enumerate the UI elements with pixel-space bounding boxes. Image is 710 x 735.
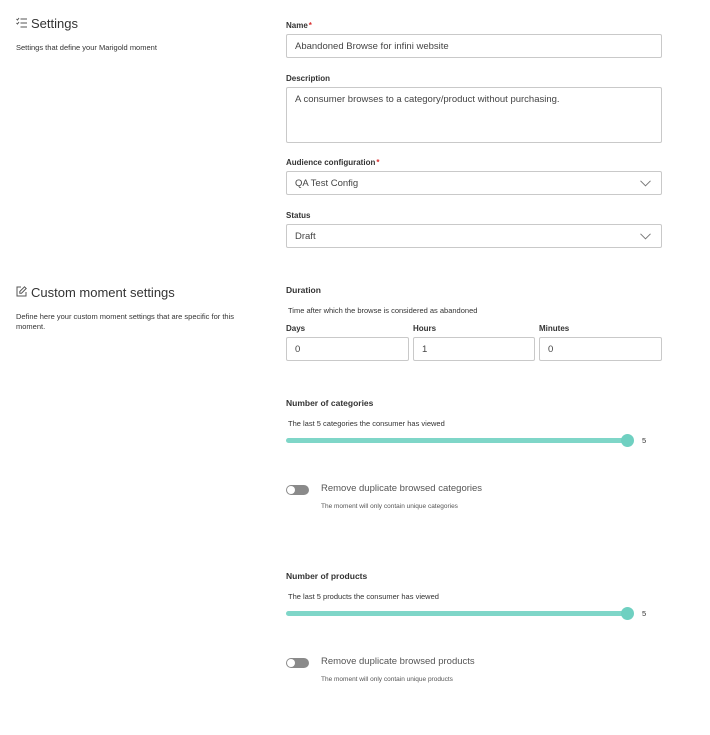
hours-input[interactable] [413, 337, 535, 361]
minutes-input[interactable] [539, 337, 662, 361]
settings-section-title [16, 16, 78, 31]
products-label: Number of products [286, 571, 368, 581]
duration-label: Duration [286, 285, 321, 295]
remove-duplicate-products-toggle[interactable] [286, 658, 309, 668]
description-textarea-value: A consumer browses to a category/product without purchasing. [295, 94, 560, 105]
toggle-knob [287, 659, 295, 667]
days-label: Days [286, 324, 306, 333]
minutes-input-value: 0 [548, 343, 554, 355]
minutes-label: Minutes [539, 324, 570, 333]
audience-label [286, 158, 379, 167]
required-mark: * [376, 158, 380, 167]
duration-help: Time after which the browse is considered as abandoned [288, 306, 478, 315]
status-select-value: Draft [295, 230, 316, 242]
categories-slider-thumb[interactable] [621, 434, 634, 447]
settings-description: Settings that define your Marigold moment [16, 43, 157, 52]
remove-duplicate-categories-toggle[interactable] [286, 485, 309, 495]
chevron-down-icon [640, 232, 651, 243]
products-slider-value: 5 [642, 609, 647, 618]
name-label [286, 21, 312, 30]
toggle-knob [287, 486, 295, 494]
status-label: Status [286, 211, 311, 220]
products-slider-track[interactable] [286, 611, 628, 616]
checklist-icon [16, 16, 27, 31]
status-select[interactable] [286, 224, 662, 248]
days-input-value: 0 [295, 343, 301, 355]
hours-label: Hours [413, 324, 437, 333]
name-input[interactable] [286, 34, 662, 58]
name-input-value: Abandoned Browse for infini website [295, 40, 449, 52]
hours-input-value: 1 [422, 343, 428, 355]
categories-slider-track[interactable] [286, 438, 628, 443]
description-label: Description [286, 74, 331, 83]
remove-duplicate-categories-label: Remove duplicate browsed categories [321, 483, 483, 494]
remove-duplicate-products-label: Remove duplicate browsed products [321, 656, 475, 667]
categories-label: Number of categories [286, 398, 374, 408]
name-label-text: Name [286, 21, 308, 30]
audience-select[interactable] [286, 171, 662, 195]
custom-section-title [16, 285, 175, 300]
custom-title-text: Custom moment settings [31, 285, 175, 300]
audience-select-value: QA Test Config [295, 177, 359, 189]
products-help: The last 5 products the consumer has viewed [288, 592, 439, 601]
categories-help: The last 5 categories the consumer has viewed [288, 419, 445, 428]
chevron-down-icon [640, 179, 651, 190]
required-mark: * [308, 21, 312, 30]
description-textarea[interactable] [286, 87, 662, 143]
days-input[interactable] [286, 337, 409, 361]
remove-duplicate-products-help: The moment will only contain unique products [321, 676, 453, 683]
edit-icon [16, 285, 27, 300]
products-slider-thumb[interactable] [621, 607, 634, 620]
categories-slider-value: 5 [642, 436, 647, 445]
remove-duplicate-categories-help: The moment will only contain unique categories [321, 503, 458, 510]
settings-title-text: Settings [31, 16, 78, 31]
custom-description: Define here your custom moment settings that are specific for this moment. [16, 312, 235, 331]
audience-label-text: Audience configuration [286, 158, 376, 167]
